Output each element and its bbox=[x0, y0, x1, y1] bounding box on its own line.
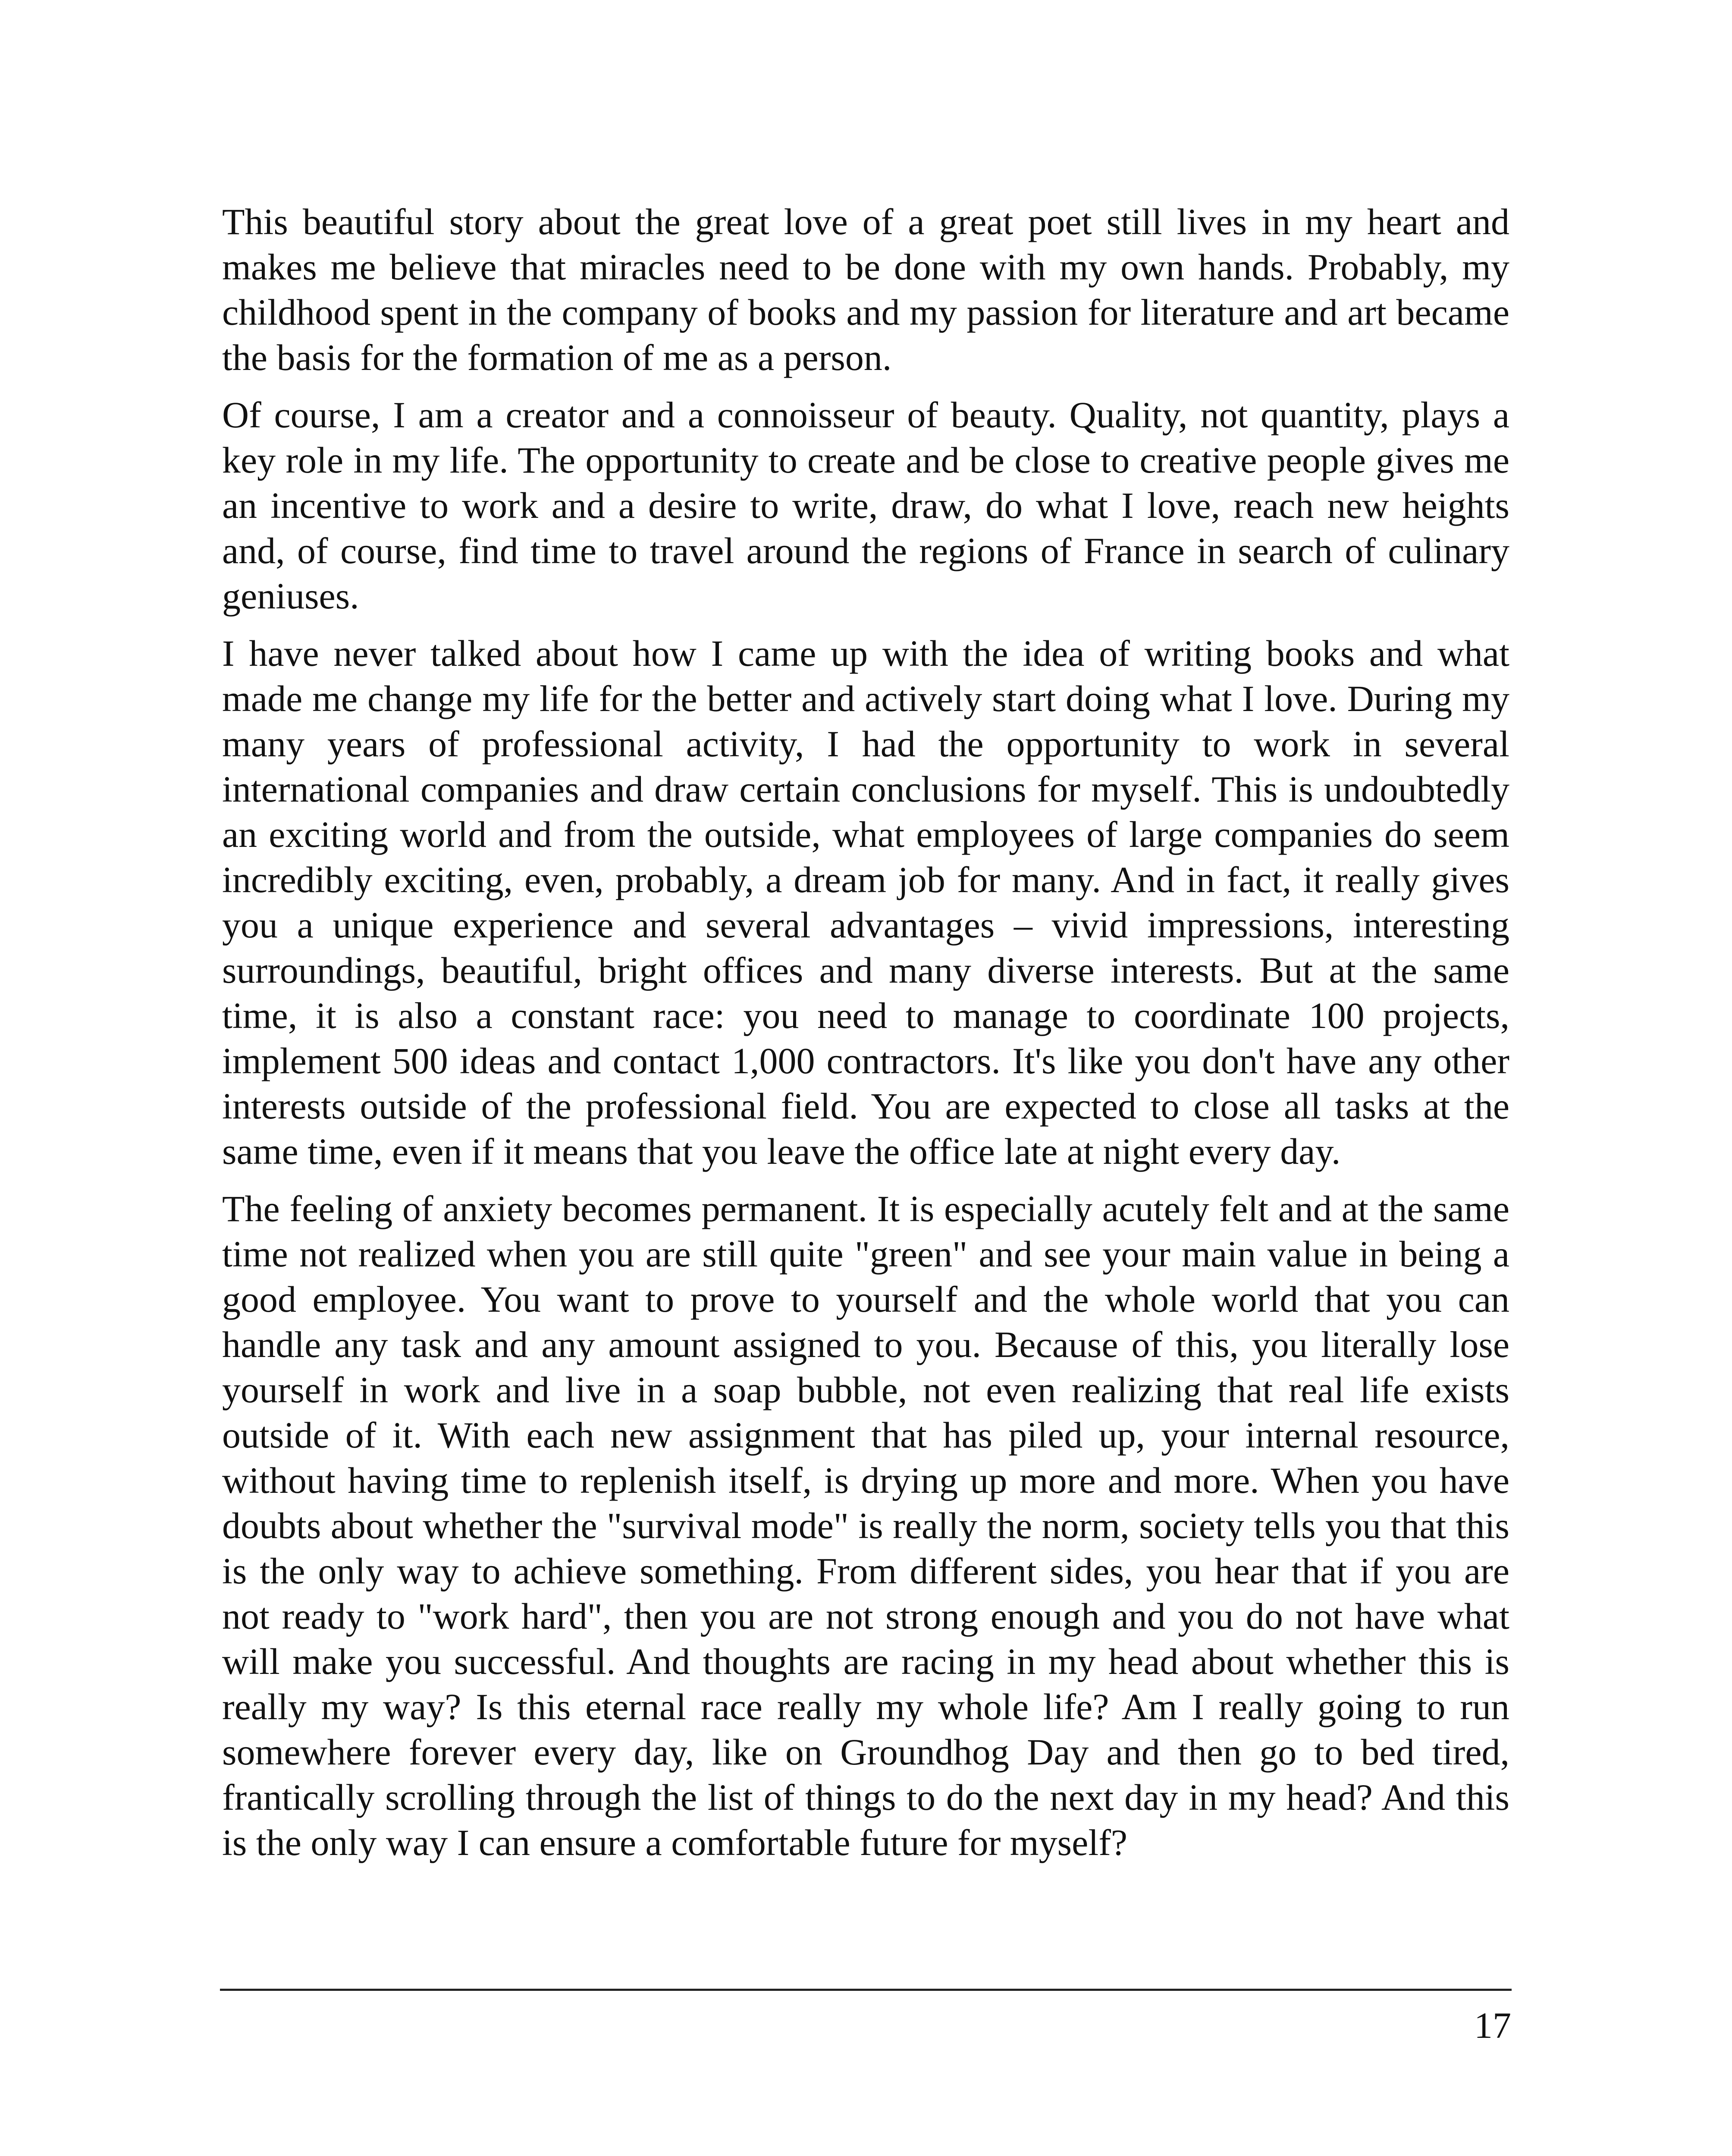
paragraph-3: I have never talked about how I came up with the idea of writing books and what made me change my life for the better and actively start doing what I love. During my many years of professional activity, I had the opportunity to work in several international companies and draw certain conclusions for myself. This is undoubtedly an exciting world and from the outside, what employees of large companies do seem incredibly exciting, even, probably, a dream job for many. And in fact, it really gives you a unique experience and several advantages – vivid impressions, interesting surroundings, beautiful, bright offices and many diverse interests. But at the same time, it is also a constant race: you need to manage to coordinate 100 projects, implement 500 ideas and contact 1,000 contractors. It's like you don't have any other interests outside of the professional field. You are expected to close all tasks at the same time, even if it means that you leave the office late at night every day. bbox=[222, 633, 1509, 1172]
paragraph-1: This beautiful story about the great love of a great poet still lives in my heart and makes me believe that miracles need to be done with my own hands. Probably, my childhood spent in the company of books and my passion for literature and art became the basis for the formation of me as a person. bbox=[222, 201, 1509, 378]
paragraph-4: The feeling of anxiety becomes permanent. It is especially acutely felt and at the same time not realized when you are still quite "green" and see your main value in being a good employee. You want to prove to yourself and the whole world that you can handle any task and any amount assigned to you. Because of this, you literally lose yourself in work and live in a soap bubble, not even realizing that real life exists outside of it. With each new assignment that has piled up, your internal resource, without having time to replenish itself, is drying up more and more. When you have doubts about whether the "survival mode" is really the norm, society tells you that this is the only way to achieve something. From different sides, you hear that if you are not ready to "work hard", then you are not strong enough and you do not have what will make you successful. And thoughts are racing in my head about whether this is really my way? Is this eternal race really my whole life? Am I really going to run somewhere forever every day, like on Groundhog Day and then go to bed tired, frantically scrolling through the list of things to do the next day in my head? And this is the only way I can ensure a comfortable future for myself? bbox=[222, 1188, 1509, 1863]
paragraph-2: Of course, I am a creator and a connoisseur of beauty. Quality, not quantity, plays a key role in my life. The opportunity to create and be close to creative people gives me an incentive to work and a desire to write, draw, do what I love, reach new heights and, of course, find time to travel around the regions of France in search of culinary geniuses. bbox=[222, 394, 1509, 617]
page-number: 17 bbox=[1474, 2005, 1511, 2046]
body-text bbox=[222, 199, 1509, 1877]
footer-divider bbox=[220, 1989, 1512, 1991]
